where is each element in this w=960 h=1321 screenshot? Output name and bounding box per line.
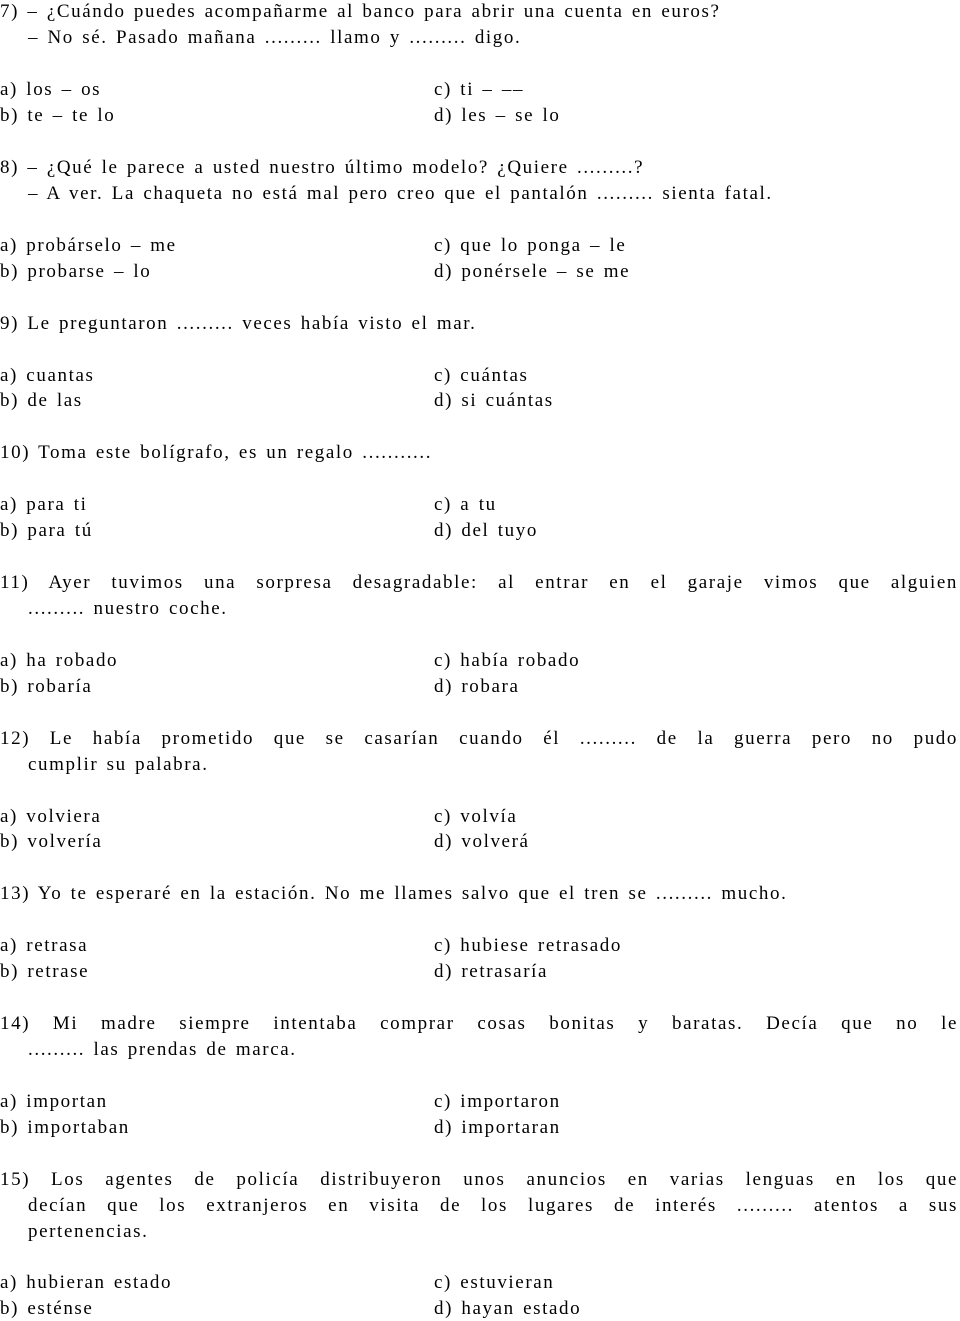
question-7-option-c: c) ti – –– [434, 79, 525, 100]
question-14-option-b: b) importaban [0, 1117, 130, 1138]
question-15-option-a: a) hubieran estado [0, 1272, 173, 1293]
question-7-text-line-2: – No sé. Pasado mañana ......... llamo y ......... digo. [28, 27, 522, 48]
question-14-option-c: c) importaron [434, 1091, 561, 1112]
question-11-option-d: d) robara [434, 676, 520, 697]
question-8-option-d: d) ponérsele – se me [434, 261, 631, 282]
question-13-option-a: a) retrasa [0, 935, 89, 956]
question-14-text-line-2: ......... las prendas de marca. [28, 1039, 297, 1060]
question-8-option-c: c) que lo ponga – le [434, 235, 627, 256]
question-10-option-b: b) para tú [0, 520, 93, 541]
question-9-text: 9) Le preguntaron ......... veces había visto el mar. [0, 313, 477, 334]
question-7-option-a: a) los – os [0, 79, 102, 100]
question-10-text: 10) Toma este bolígrafo, es un regalo ........... [0, 442, 433, 463]
question-12-option-c: c) volvía [434, 806, 518, 827]
question-8-text-line-2: – A ver. La chaqueta no está mal pero creo que el pantalón ......... sienta fatal. [28, 183, 773, 204]
question-13-option-b: b) retrase [0, 961, 90, 982]
question-12-text: 12) Le había prometido que se casarían cuando él ......... de la guerra pero no pudo [0, 728, 958, 749]
question-15-option-d: d) hayan estado [434, 1298, 582, 1319]
question-11-option-b: b) robaría [0, 676, 93, 697]
question-10-option-a: a) para ti [0, 494, 88, 515]
question-8-option-a: a) probárselo – me [0, 235, 177, 256]
question-8-text: 8) – ¿Qué le parece a usted nuestro último modelo? ¿Quiere .........? [0, 157, 645, 178]
question-11-text-line-2: ......... nuestro coche. [28, 598, 228, 619]
question-14-text: 14) Mi madre siempre intentaba comprar cosas bonitas y baratas. Decía que no le [0, 1013, 958, 1034]
question-15-text-line-2: decían que los extranjeros en visita de los lugares de interés ......... atentos a sus [28, 1195, 958, 1216]
question-11-text: 11) Ayer tuvimos una sorpresa desagradable: al entrar en el garaje vimos que alguien [0, 572, 958, 593]
question-15-text: 15) Los agentes de policía distribuyeron unos anuncios en varias lenguas en los que [0, 1169, 958, 1190]
question-12-option-b: b) volvería [0, 831, 103, 852]
question-9-option-d: d) si cuántas [434, 390, 554, 411]
question-11-option-a: a) ha robado [0, 650, 119, 671]
question-14-option-a: a) importan [0, 1091, 108, 1112]
question-13-option-d: d) retrasaría [434, 961, 549, 982]
question-14-option-d: d) importaran [434, 1117, 561, 1138]
question-12-option-a: a) volviera [0, 806, 102, 827]
question-8-option-b: b) probarse – lo [0, 261, 152, 282]
question-10-option-d: d) del tuyo [434, 520, 538, 541]
question-7-option-b: b) te – te lo [0, 105, 116, 126]
question-7-text: 7) – ¿Cuándo puedes acompañarme al banco para abrir una cuenta en euros? [0, 1, 721, 22]
question-15-text-line-3: pertenencias. [28, 1221, 149, 1242]
question-12-option-d: d) volverá [434, 831, 530, 852]
question-10-option-c: c) a tu [434, 494, 497, 515]
question-15-option-b: b) esténse [0, 1298, 94, 1319]
question-12-text-line-2: cumplir su palabra. [28, 754, 209, 775]
question-13-option-c: c) hubiese retrasado [434, 935, 622, 956]
question-11-option-c: c) había robado [434, 650, 581, 671]
question-7-option-d: d) les – se lo [434, 105, 561, 126]
question-9-option-b: b) de las [0, 390, 83, 411]
question-15-option-c: c) estuvieran [434, 1272, 555, 1293]
question-9-option-a: a) cuantas [0, 365, 95, 386]
question-9-option-c: c) cuántas [434, 365, 529, 386]
question-13-text: 13) Yo te esperaré en la estación. No me llames salvo que el tren se ......... mucho. [0, 883, 788, 904]
